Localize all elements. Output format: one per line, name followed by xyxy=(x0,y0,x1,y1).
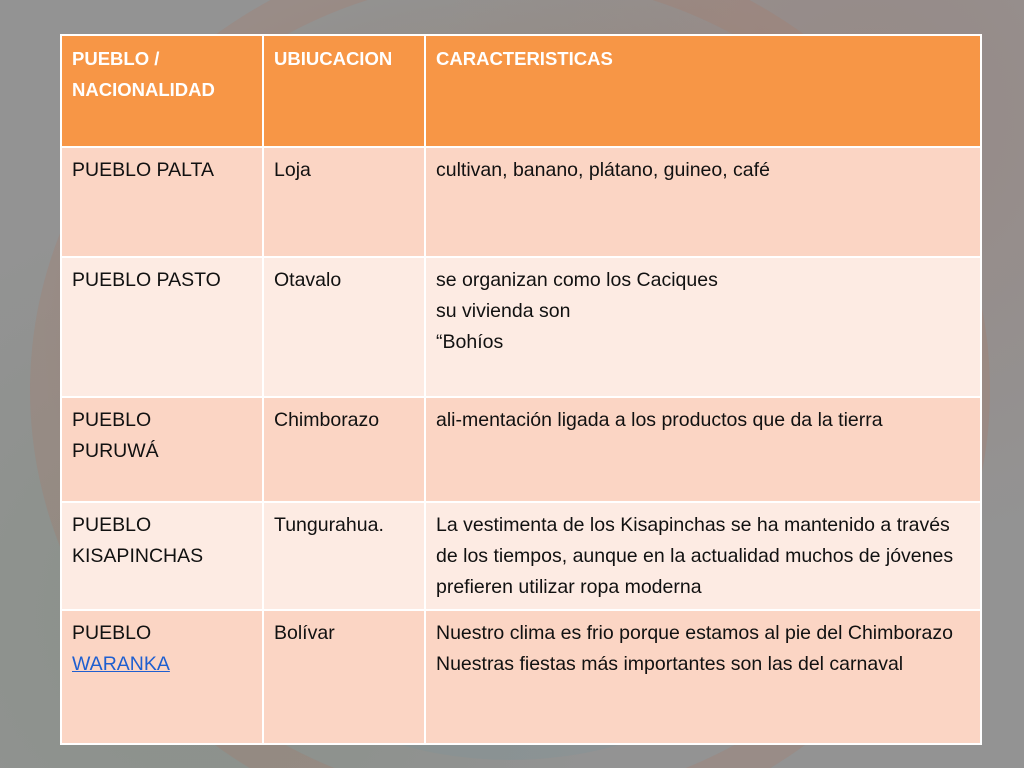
cell-ubicacion: Chimborazo xyxy=(263,397,425,502)
cell-pueblo: PUEBLO PASTO xyxy=(61,257,263,397)
cell-pueblo: PUEBLO PURUWÁ xyxy=(61,397,263,502)
cell-caracteristicas: ali-mentación ligada a los productos que da la tierra xyxy=(425,397,981,502)
table-row xyxy=(61,257,981,397)
waranka-link[interactable]: WARANKA xyxy=(72,653,170,675)
table-row xyxy=(61,610,981,744)
cell-ubicacion: Bolívar xyxy=(263,610,425,744)
header-pueblo: PUEBLO / NACIONALIDAD xyxy=(61,35,263,147)
header-caracteristicas: CARACTERISTICAS xyxy=(425,35,981,147)
table-row xyxy=(61,397,981,502)
cell-ubicacion: Otavalo xyxy=(263,257,425,397)
cell-caracteristicas: se organizan como los Caciques su vivienda son “Bohíos xyxy=(425,257,981,397)
header-ubicacion: UBIUCACION xyxy=(263,35,425,147)
cell-pueblo-prefix: PUEBLO xyxy=(72,622,152,644)
cell-caracteristicas: La vestimenta de los Kisapinchas se ha mantenido a través de los tiempos, aunque en la actualidad muchos de jóvenes prefieren utilizar ropa moderna xyxy=(425,502,981,610)
cell-caracteristicas: cultivan, banano, plátano, guineo, café xyxy=(425,147,981,257)
cell-ubicacion: Loja xyxy=(263,147,425,257)
table-row xyxy=(61,147,981,257)
cell-caracteristicas: Nuestro clima es frio porque estamos al pie del Chimborazo Nuestras fiestas más importantes son las del carnaval xyxy=(425,610,981,744)
cell-ubicacion: Tungurahua. xyxy=(263,502,425,610)
table-header-row xyxy=(61,35,981,147)
cell-pueblo xyxy=(61,610,263,744)
table-row xyxy=(61,502,981,610)
pueblos-table xyxy=(60,34,982,745)
cell-pueblo: PUEBLO PALTA xyxy=(61,147,263,257)
cell-pueblo: PUEBLO KISAPINCHAS xyxy=(61,502,263,610)
